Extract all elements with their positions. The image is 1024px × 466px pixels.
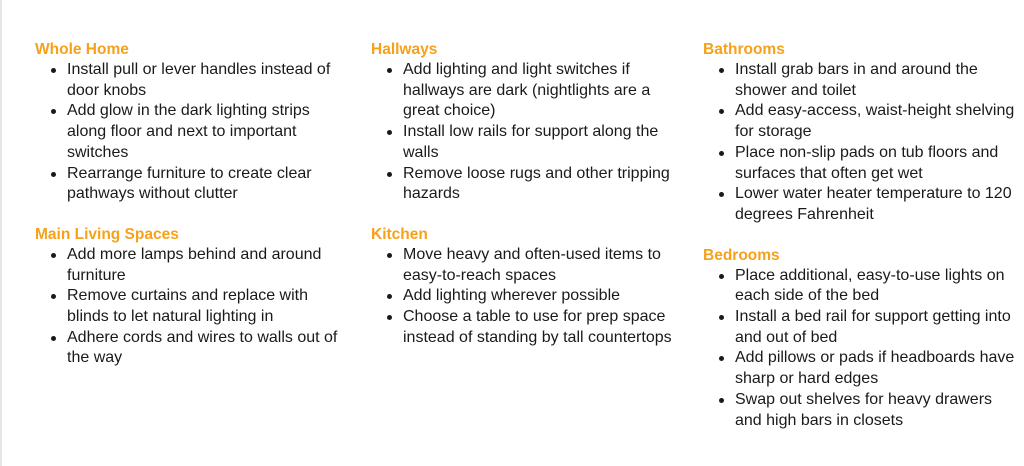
bullet-list	[703, 60, 1015, 226]
list-item-text: Add easy-access, waist-height shelving for storage	[735, 102, 1015, 141]
list-item-text: Lower water heater temperature to 120 degrees Fahrenheit	[735, 185, 1012, 223]
list-item	[49, 60, 347, 101]
list-item-text: Choose a table to use for prep space instead of standing by tall countertops	[403, 308, 672, 346]
bullet-icon	[719, 398, 724, 403]
list-item	[717, 307, 1015, 348]
section-title: Hallways	[371, 41, 438, 58]
list-item-text: Add lighting wherever possible	[403, 287, 621, 305]
bullet-list	[703, 266, 1015, 432]
bullet-icon	[387, 253, 392, 258]
list-item	[49, 286, 347, 327]
bullet-icon	[719, 151, 724, 156]
list-item-text: Add more lamps behind and around furniture	[67, 245, 322, 284]
bullet-icon	[51, 68, 56, 73]
bullet-icon	[51, 336, 56, 341]
list-item-text: Add glow in the dark lighting strips along floor and next to important switches	[67, 102, 310, 161]
bullet-icon	[51, 109, 56, 114]
list-item	[717, 60, 1015, 101]
list-item-text: Adhere cords and wires to walls out of the way	[67, 328, 338, 367]
section-bedrooms	[703, 246, 1015, 432]
list-item	[49, 101, 347, 163]
list-item-text: Place non-slip pads on tub floors and surfaces that often get wet	[735, 143, 999, 182]
section-main-living-spaces	[35, 225, 347, 369]
column-2	[371, 40, 683, 368]
list-item	[717, 184, 1015, 225]
list-item-text: Place additional, easy-to-use lights on each side of the bed	[735, 266, 1005, 305]
list-item	[385, 164, 683, 205]
bullet-icon	[719, 109, 724, 114]
bullet-icon	[719, 356, 724, 361]
list-item-text: Install grab bars in and around the shower and toilet	[735, 61, 978, 99]
section-title: Whole Home	[35, 41, 129, 58]
bullet-list	[35, 245, 347, 369]
list-item	[385, 245, 683, 286]
list-item-text: Move heavy and often-used items to easy-to-reach spaces	[403, 245, 661, 284]
column-1	[35, 40, 347, 389]
section-title: Bedrooms	[703, 246, 780, 264]
bullet-icon	[719, 68, 724, 73]
list-item	[717, 390, 1015, 431]
list-item-text: Remove loose rugs and other tripping hazards	[403, 164, 670, 203]
list-item	[49, 164, 347, 205]
bullet-icon	[387, 130, 392, 135]
bullet-icon	[387, 172, 392, 177]
section-hallways	[371, 40, 683, 205]
page-edge	[0, 0, 2, 466]
section-title: Bathrooms	[703, 41, 785, 58]
bullet-icon	[719, 274, 724, 279]
bullet-icon	[387, 315, 392, 320]
bullet-icon	[51, 253, 56, 258]
list-item-text: Swap out shelves for heavy drawers and high bars in closets	[735, 390, 993, 429]
section-bathrooms	[703, 40, 1015, 226]
list-item-text: Rearrange furniture to create clear pathways without clutter	[67, 164, 312, 203]
list-item	[717, 143, 1015, 184]
bullet-icon	[719, 192, 724, 197]
list-item	[385, 307, 683, 348]
list-item-text: Install low rails for support along the walls	[403, 123, 659, 161]
list-item	[49, 245, 347, 286]
list-item	[385, 286, 683, 307]
list-item-text: Install a bed rail for support getting into and out of bed	[735, 308, 1011, 346]
section-title: Kitchen	[371, 225, 428, 243]
list-item-text: Add lighting and light switches if hallways are dark (nightlights are a great choice)	[403, 61, 651, 120]
bullet-icon	[387, 294, 392, 299]
bullet-icon	[51, 172, 56, 177]
bullet-icon	[719, 315, 724, 320]
list-item	[717, 266, 1015, 307]
list-item-text: Remove curtains and replace with blinds to let natural lighting in	[67, 287, 309, 326]
list-item	[385, 122, 683, 163]
list-item-text: Add pillows or pads if headboards have sharp or hard edges	[735, 349, 1015, 388]
bullet-icon	[51, 294, 56, 299]
bullet-list	[35, 60, 347, 205]
section-kitchen	[371, 225, 683, 349]
list-item-text: Install pull or lever handles instead of door knobs	[67, 61, 331, 99]
bullet-icon	[387, 68, 392, 73]
list-item	[717, 101, 1015, 142]
list-item	[717, 348, 1015, 389]
list-item	[49, 328, 347, 369]
section-title: Main Living Spaces	[35, 225, 179, 243]
list-item	[385, 60, 683, 122]
bullet-list	[371, 60, 683, 205]
section-whole-home	[35, 40, 347, 205]
bullet-list	[371, 245, 683, 349]
column-3	[703, 40, 1015, 451]
